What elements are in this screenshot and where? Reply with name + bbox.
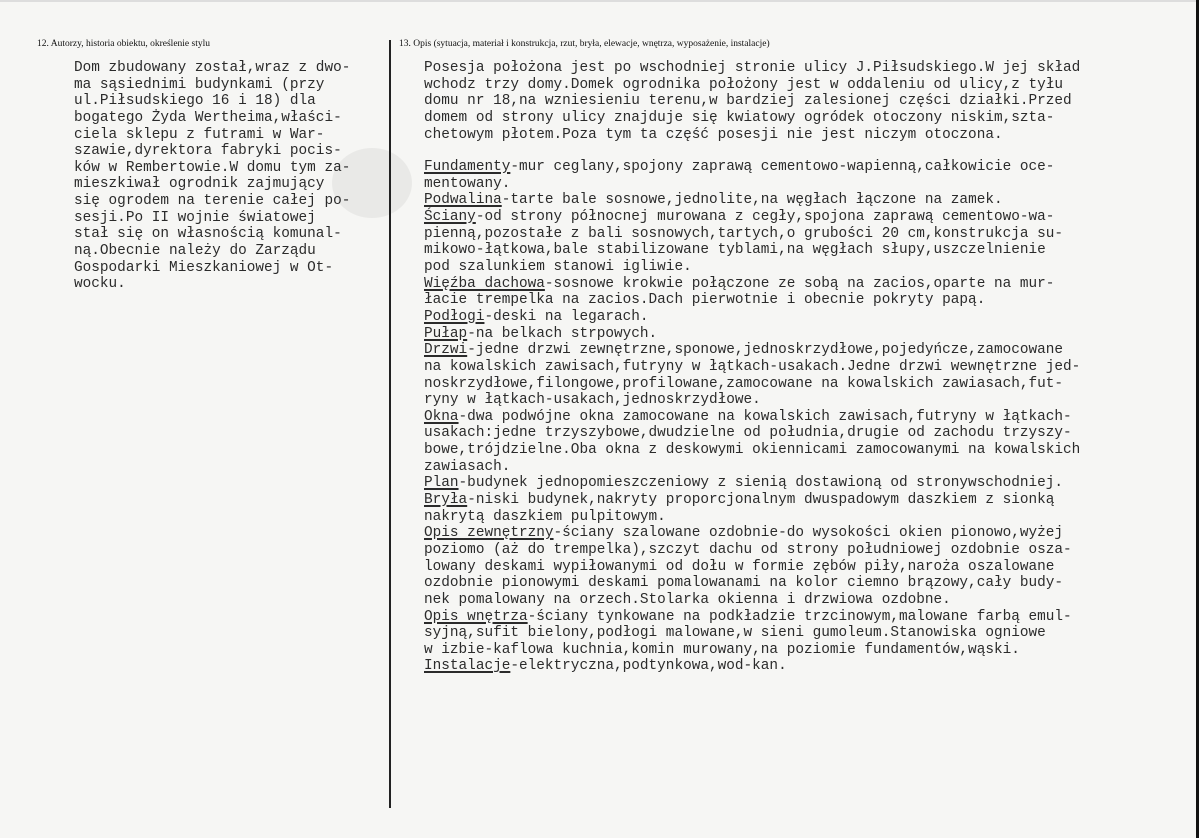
- section-text: łacie trempelka na zacios.Dach pierwotnie i obecnie pokryty papą.: [424, 292, 986, 309]
- section-text: pod szalunkiem stanowi igliwie.: [424, 259, 692, 276]
- intro-line: domu nr 18,na wzniesieniu terenu,w bardziej zalesionej części działki.Przed: [424, 93, 1072, 110]
- section-text: ryny w łątkach-usakach,jednoskrzydłowe.: [424, 392, 761, 409]
- history-line: ków w Rembertowie.W domu tym za-: [74, 159, 351, 176]
- section-line: [424, 575, 1184, 592]
- section-text: na kowalskich zawisach,futryny w łątkach-usakach.Jedne drzwi wewnętrzne jed-: [424, 358, 1081, 375]
- section-first-line: [424, 276, 1184, 293]
- section-text: lowany deskami wypiłowanymi od dołu w formie zębów piły,naroża oszalowane: [424, 558, 1055, 575]
- section-heading: Plan: [424, 475, 459, 492]
- section-first-line: [424, 209, 1184, 226]
- section-heading: Opis zewnętrzny: [424, 525, 554, 542]
- section-line: [424, 442, 1184, 459]
- section-text: -mur ceglany,spojony zaprawą cementowo-wapienną,całkowicie oce-: [510, 159, 1055, 176]
- section-first-line: [424, 525, 1184, 542]
- section-line: [424, 509, 1184, 526]
- section-text: -ściany szalowane ozdobnie-do wysokości okien pionowo,wyżej: [553, 525, 1064, 542]
- page-edge-top: [0, 0, 1199, 2]
- intro-line: domem od strony ulicy znajduje się kwiatowy ogródek otoczony niskim,szta-: [424, 109, 1055, 126]
- section-heading: Ściany: [424, 209, 476, 226]
- history-line: stał się on własnością komunal-: [74, 226, 342, 243]
- section-line: [424, 625, 1184, 642]
- history-text: [74, 60, 384, 293]
- intro-line: chetowym płotem.Poza tym ta część posesji nie jest niczym otoczona.: [424, 126, 1003, 143]
- section-line: [424, 642, 1184, 659]
- history-line: ul.Piłsudskiego 16 i 18) dla: [74, 93, 316, 110]
- section-heading: Pułap: [424, 325, 468, 342]
- history-line: ciela sklepu z futrami w War-: [74, 126, 325, 143]
- section-text: mentowany.: [424, 175, 511, 192]
- paragraph-gap: [424, 143, 1184, 159]
- section-text: -jedne drzwi zewnętrzne,sponowe,jednoskrzydłowe,pojedyńcze,zamocowane: [467, 342, 1064, 359]
- section-text: -ściany tynkowane na podkładzie trzcinowym,malowane farbą emul-: [527, 608, 1072, 625]
- section-text: -sosnowe krokwie połączone ze sobą na zacios,oparte na mur-: [544, 275, 1055, 292]
- column-header-description: 13. Opis (sytuacja, materiał i konstrukcja, rzut, bryła, elewacje, wnętrza, wyposażenie, instalacje): [399, 39, 770, 49]
- section-heading: Drzwi: [424, 342, 468, 359]
- section-text: bowe,trójdzielne.Oba okna z deskowymi okiennicami zamocowanymi na kowalskich: [424, 442, 1081, 459]
- section-first-line: [424, 492, 1184, 509]
- history-line: Dom zbudowany został,wraz z dwo-: [74, 60, 351, 76]
- section-first-line: [424, 409, 1184, 426]
- history-line: Gospodarki Mieszkaniowej w Ot-: [74, 259, 334, 276]
- section-text: syjną,sufit bielony,podłogi malowane,w sieni gumoleum.Stanowiska ogniowe: [424, 625, 1046, 642]
- section-line: [424, 542, 1184, 559]
- section-first-line: [424, 342, 1184, 359]
- section-first-line: [424, 326, 1184, 343]
- section-line: [424, 559, 1184, 576]
- section-first-line: [424, 159, 1184, 176]
- section-heading: Więźba dachowa: [424, 275, 545, 292]
- history-line: wocku.: [74, 276, 126, 293]
- history-line: ma sąsiednimi budynkami (przy: [74, 76, 325, 93]
- section-text: -budynek jednopomieszczeniowy z sienią dostawioną od stronywschodniej.: [458, 475, 1064, 492]
- section-text: poziomo (aż do trempelka),szczyt dachu od strony południowej ozdobnie osza-: [424, 541, 1072, 558]
- section-text: noskrzydłowe,filongowe,profilowane,zamocowane na kowalskich zawiasach,fut-: [424, 375, 1064, 392]
- history-line: szawie,dyrektora fabryki pocis-: [74, 143, 342, 160]
- history-line: mieszkiwał ogrodnik zajmujący: [74, 176, 325, 193]
- section-text: -elektryczna,podtynkowa,wod-kan.: [510, 658, 787, 675]
- section-line: [424, 592, 1184, 609]
- section-text: mikowo-łątkowa,bale stabilizowane tyblami,na węgłach słupy,uszczelnienie: [424, 242, 1046, 259]
- section-first-line: [424, 609, 1184, 626]
- section-line: [424, 176, 1184, 193]
- section-text: nek pomalowany na orzech.Stolarka okienna i drzwiowa ozdobne.: [424, 591, 951, 608]
- section-heading: Opis wnętrza: [424, 608, 528, 625]
- section-heading: Podwalina: [424, 192, 502, 209]
- section-line: [424, 292, 1184, 309]
- section-text: ozdobnie pionowymi deskami pomalowanami na kolor ciemno brązowy,cały budy-: [424, 575, 1064, 592]
- column-header-authors-history: 12. Autorzy, historia obiektu, określenie stylu: [37, 39, 210, 49]
- section-text: -tarte bale sosnowe,jednolite,na węgłach łączone na zamek.: [501, 192, 1003, 209]
- column-divider: [389, 40, 391, 808]
- section-first-line: [424, 475, 1184, 492]
- section-line: [424, 392, 1184, 409]
- section-first-line: [424, 192, 1184, 209]
- section-line: [424, 259, 1184, 276]
- section-text: -dwa podwójne okna zamocowane na kowalskich zawisach,futryny w łątkach-: [458, 408, 1072, 425]
- section-text: -deski na legarach.: [484, 308, 649, 325]
- section-heading: Bryła: [424, 492, 468, 509]
- section-line: [424, 226, 1184, 243]
- section-heading: Fundamenty: [424, 159, 511, 176]
- section-text: nakrytą daszkiem pulpitowym.: [424, 508, 666, 525]
- section-line: [424, 425, 1184, 442]
- section-heading: Okna: [424, 408, 459, 425]
- section-first-line: [424, 309, 1184, 326]
- section-text: zawiasach.: [424, 458, 511, 475]
- description-sections: [424, 159, 1184, 675]
- section-line: [424, 459, 1184, 476]
- section-text: -niski budynek,nakryty proporcjonalnym dwuspadowym daszkiem z sionką: [467, 492, 1055, 509]
- section-text: w izbie-kaflowa kuchnia,komin murowany,na poziomie fundamentów,wąski.: [424, 641, 1020, 658]
- section-line: [424, 242, 1184, 259]
- section-text: -na belkach strpowych.: [467, 325, 658, 342]
- section-text: usakach:jedne trzyszybowe,dwudzielne od południa,drugie od zachodu trzyszy-: [424, 425, 1072, 442]
- section-text: -od strony północnej murowana z cegły,spojona zaprawą cementowo-wa-: [475, 209, 1055, 226]
- history-line: sesji.Po II wojnie światowej: [74, 209, 316, 226]
- history-line: się ogrodem na terenie całej po-: [74, 193, 351, 210]
- history-line: bogatego Żyda Wertheima,właści-: [74, 109, 342, 126]
- section-line: [424, 376, 1184, 393]
- history-line: ną.Obecnie należy do Zarządu: [74, 243, 316, 260]
- section-line: [424, 359, 1184, 376]
- intro-line: Posesja położona jest po wschodniej stronie ulicy J.Piłsudskiego.W jej skład: [424, 60, 1081, 76]
- section-heading: Podłogi: [424, 308, 485, 325]
- section-text: pienną,pozostałe z bali sosnowych,tartych,o grubości 20 cm,konstrukcja su-: [424, 225, 1064, 242]
- section-heading: Instalacje: [424, 658, 511, 675]
- section-first-line: [424, 658, 1184, 675]
- description-text: [424, 60, 1184, 675]
- intro-line: wchodz trzy domy.Domek ogrodnika położony jest w oddaleniu od ulicy,z tyłu: [424, 76, 1064, 93]
